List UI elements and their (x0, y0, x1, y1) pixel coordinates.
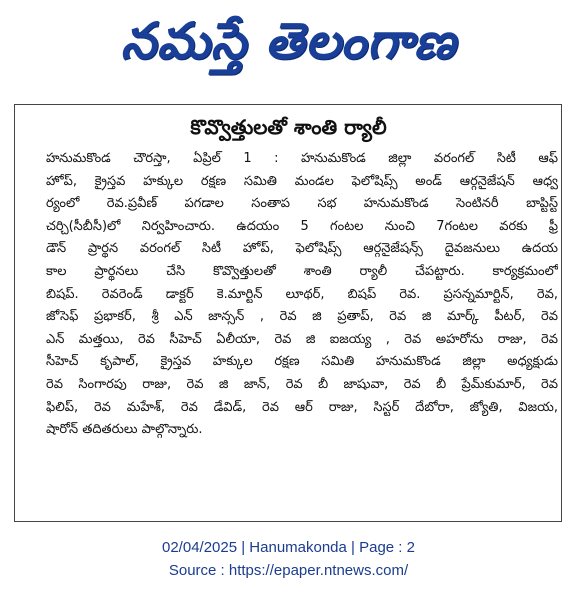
article-line: ఎన్ మత్తయి, రెవ సీహెచ్ ఏలీయా, రెవ జి ఐజయ్య , రెవ అహరోను రాజు, రెవ (46, 331, 558, 347)
article-line: కాల ప్రార్థనలు చేసి కొవ్వొత్తులతో శాంతి ర్యాలీ చేపట్టారు. కార్యక్రమంలో (46, 263, 558, 279)
article-headline: కొవ్వొత్తులతో శాంతి ర్యాలీ (190, 115, 387, 139)
article-line: ర్యంలో రెవ.ప్రవీణ్ పగడాల సంతాప సభ హనుమకొండ సెంటినరీ బాప్టిస్ట్ (46, 196, 558, 212)
article-line: హనుమకొండ చౌరస్తా, ఏప్రిల్ 1 : హనుమకొండ జిల్లా వరంగల్ సిటీ ఆఫ్ (46, 151, 558, 166)
masthead-logo: నమస్తే తెలంగాణ (120, 12, 457, 70)
article-line: రెవ సింగారపు రాజు, రెవ జి జాన్, రెవ బీ జాషువా, రెవ బీ ప్రేమ్‌కుమార్, రెవ (46, 376, 558, 392)
article-line: డౌన్ ప్రార్థన వరంగల్ సిటీ హోప్, ఫెలోషిప్స్ ఆర్గనైజేషన్స్ దైవజనులు ఉదయ (46, 241, 558, 257)
article-line: జోసెఫ్ ప్రభాకర్, శ్రీ ఎన్ జాన్సన్ , రెవ జి ప్రతాప్, రెవ జి మార్క్ పీటర్, రెవ (46, 309, 558, 325)
article-line: బిషప్. రెవరెండ్ డాక్టర్ కె.మార్టిన్ లూథర్, బిషప్ రెవ. ప్రసన్నమార్టిన్, రెవ, (46, 286, 558, 302)
article-line: సీహెచ్ కృపాల్, క్రైస్తవ హక్కుల రక్షణ సమితి హనుమకొండ జిల్లా అధ్యక్షుడు (46, 354, 558, 370)
source-link[interactable]: Source : https://epaper.ntnews.com/ (168, 562, 409, 579)
article-line: షారోన్ తదితరులు పాల్గొన్నారు. (46, 422, 203, 438)
article-line: హోప్, క్రైస్తవ హక్కుల రక్షణ సమితి మండల ఫెలోషిప్స్ అండ్ ఆర్గనైజేషన్ ఆధ్వ (46, 173, 558, 189)
article-body (46, 148, 558, 442)
edition-info: 02/04/2025 | Hanumakonda | Page : 2 (162, 539, 415, 556)
article-line: చర్చి(సీబీసీ)లో నిర్వహించారు. ఉదయం 5 గంటల నుంచి 7గంటల వరకు ఫ్రీ (46, 218, 558, 234)
article-line: ఫిలిప్, రెవ మహేశ్, రెవ డేవిడ్, రెవ ఆర్ రాజు, సిస్టర్ దేబోరా, జ్యోతి, విజయ, (46, 399, 558, 415)
